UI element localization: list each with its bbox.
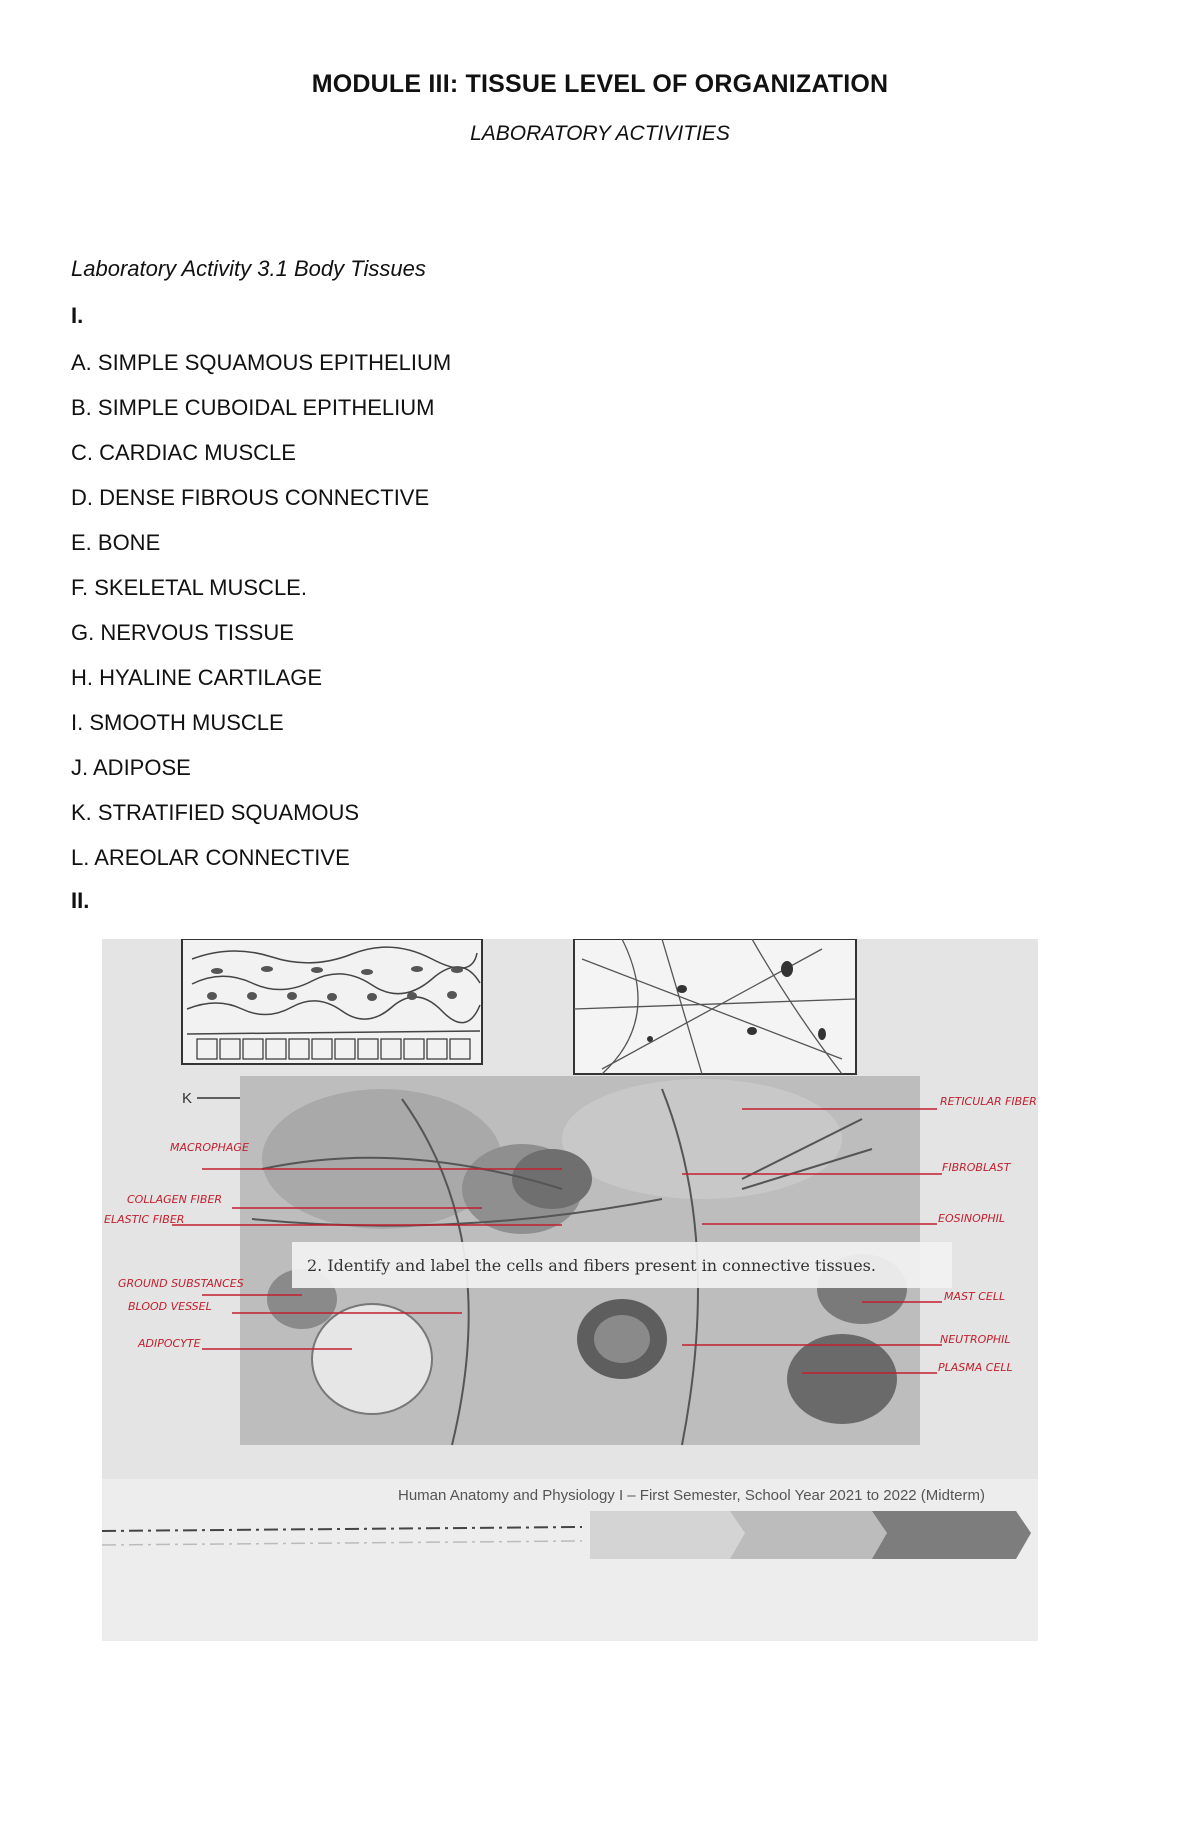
label-fibroblast: FIBROBLAST	[942, 1161, 1011, 1174]
progress-arrows	[590, 1511, 1031, 1559]
list-item: C. CARDIAC MUSCLE	[71, 440, 296, 465]
list-item: A. SIMPLE SQUAMOUS EPITHELIUM	[71, 350, 452, 375]
page-subtitle: LABORATORY ACTIVITIES	[470, 122, 730, 145]
label-neutrophil: NEUTROPHIL	[940, 1333, 1011, 1346]
label-plasma-cell: PLASMA CELL	[938, 1361, 1013, 1374]
label-ground-substances: GROUND SUBSTANCES	[118, 1277, 244, 1290]
stratified-squamous-drawing	[182, 939, 482, 1064]
part-one-label: I.	[71, 303, 84, 328]
list-item: J. ADIPOSE	[71, 755, 191, 780]
list-item: F. SKELETAL MUSCLE.	[71, 575, 307, 600]
label-blood-vessel: BLOOD VESSEL	[128, 1300, 212, 1313]
marker-k: K	[182, 1090, 193, 1107]
label-macrophage: MACROPHAGE	[170, 1141, 249, 1154]
label-mast-cell: MAST CELL	[944, 1290, 1006, 1303]
label-collagen-fiber: COLLAGEN FIBER	[127, 1193, 223, 1206]
list-item: G. NERVOUS TISSUE	[71, 620, 294, 645]
list-item: D. DENSE FIBROUS CONNECTIVE	[71, 485, 430, 510]
figure-instruction: 2. Identify and label the cells and fibers present in connective tissues.	[307, 1256, 876, 1275]
label-elastic-fiber: ELASTIC FIBER	[104, 1213, 185, 1226]
list-item: H. HYALINE CARTILAGE	[71, 665, 323, 690]
list-item: E. BONE	[71, 530, 161, 555]
tissue-answer-list	[71, 340, 451, 880]
part-two-label: II.	[71, 888, 90, 913]
label-reticular-fiber: RETICULAR FIBER	[940, 1095, 1037, 1108]
micrograph-image	[240, 1076, 952, 1445]
page-title: MODULE III: TISSUE LEVEL OF ORGANIZATION	[311, 70, 889, 98]
list-item: B. SIMPLE CUBOIDAL EPITHELIUM	[71, 395, 435, 420]
label-adipocyte: ADIPOCYTE	[138, 1337, 201, 1350]
label-eosinophil: EOSINOPHIL	[938, 1212, 1005, 1225]
connective-tissue-figure	[102, 939, 1038, 1641]
list-item: I. SMOOTH MUSCLE	[71, 710, 284, 735]
areolar-drawing	[574, 939, 856, 1074]
worksheet-photo	[102, 939, 1038, 1641]
list-item: K. STRATIFIED SQUAMOUS	[71, 800, 360, 825]
list-item: L. AREOLAR CONNECTIVE	[71, 845, 350, 870]
activity-heading: Laboratory Activity 3.1 Body Tissues	[71, 256, 426, 281]
worksheet-footer: Human Anatomy and Physiology I – First Semester, School Year 2021 to 2022 (Midterm)	[398, 1487, 985, 1504]
